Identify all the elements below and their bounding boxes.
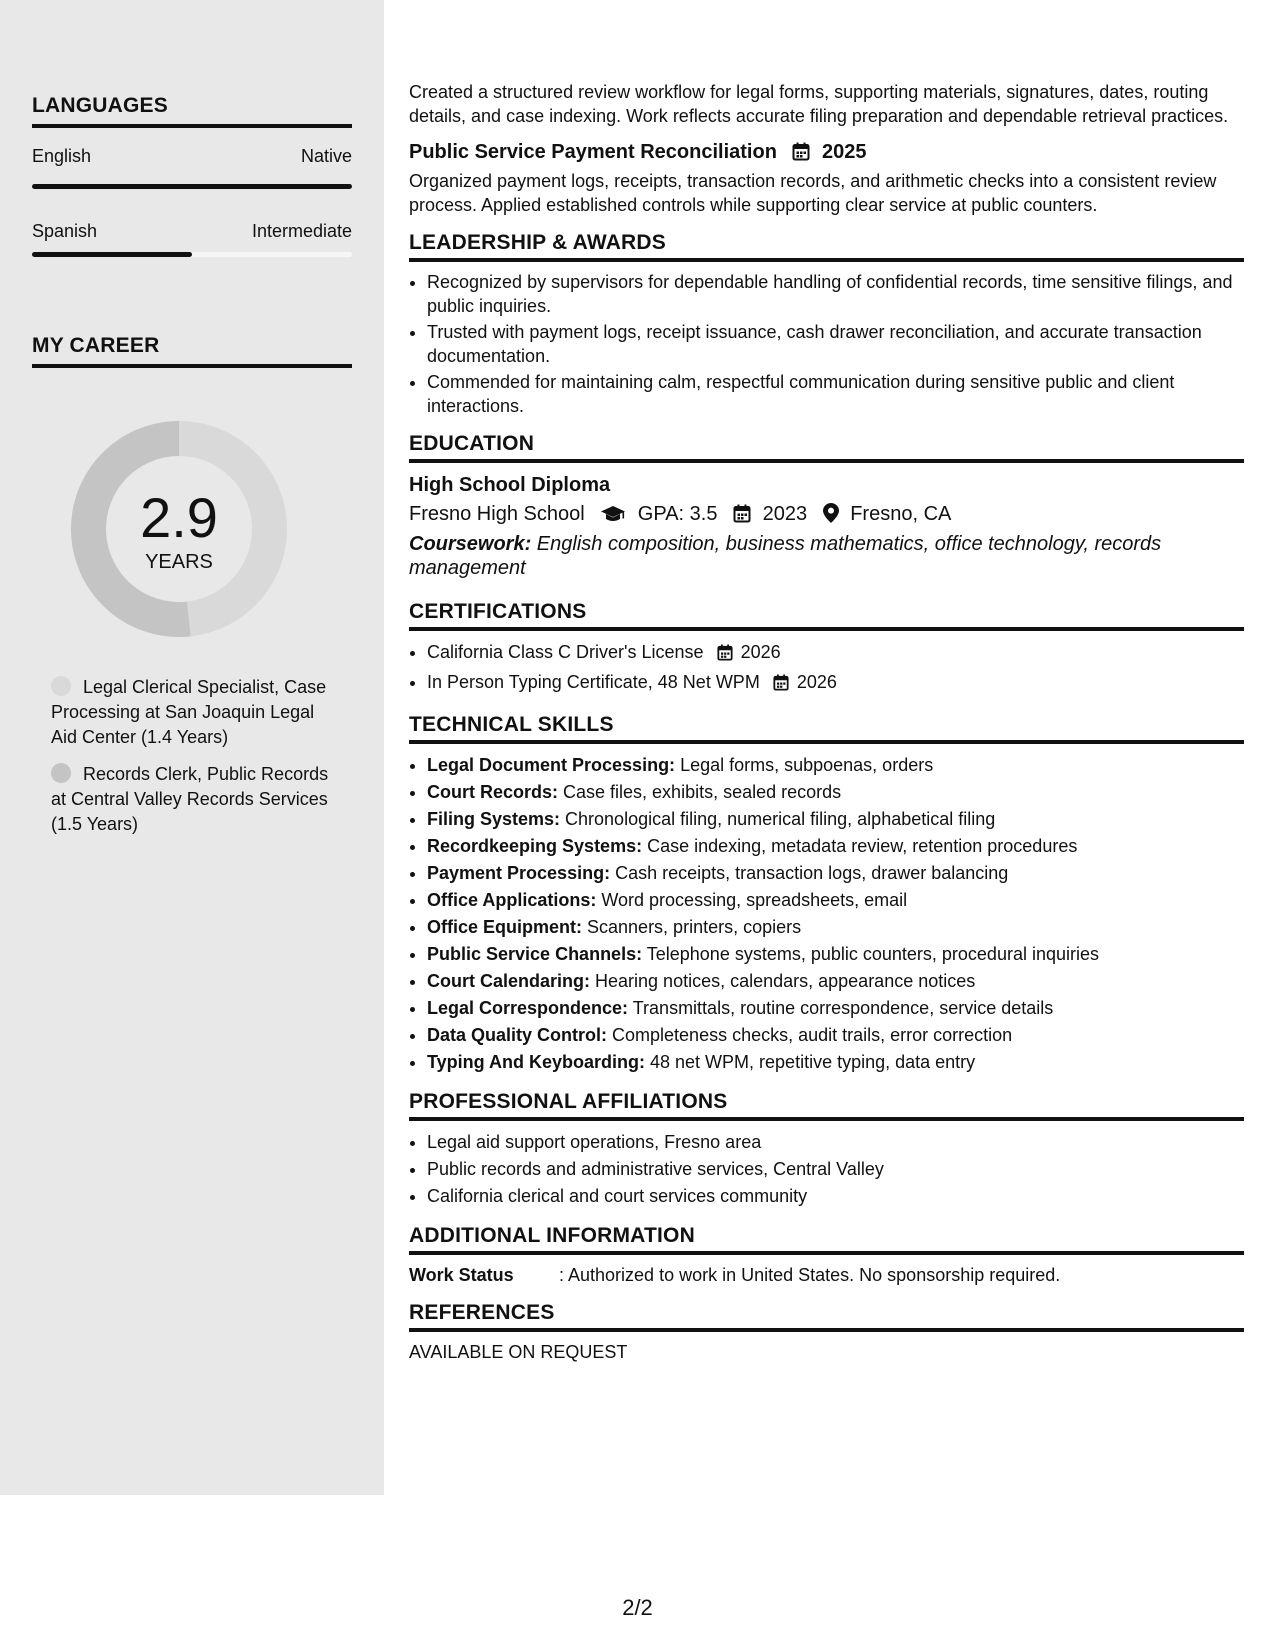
map-pin-icon (823, 502, 839, 532)
affiliations-heading: PROFESSIONAL AFFILIATIONS (409, 1090, 1244, 1121)
project-intro-text: Created a structured review workflow for legal forms, supporting materials, signatures, dates, routing details, and case indexing. Work reflects accurate filing preparation and dependable retrieval practices. (409, 82, 1229, 126)
calendar-icon (773, 672, 789, 699)
language-bar-fill (32, 184, 352, 189)
language-row-english (32, 146, 352, 167)
project-title: Public Service Payment Reconciliation (409, 141, 777, 163)
coursework (409, 532, 1244, 580)
work-status-label: Work Status (409, 1265, 514, 1285)
references-text: AVAILABLE ON REQUEST (409, 1342, 628, 1362)
list-item: • Trusted with payment logs, receipt issuance, cash drawer reconciliation, and accurate transaction documentation. (427, 320, 1244, 368)
additional-info-heading: ADDITIONAL INFORMATION (409, 1224, 1244, 1255)
degree-title: High School Diploma (409, 474, 611, 496)
certifications-heading: CERTIFICATIONS (409, 600, 1244, 631)
graduation-year: 2023 (762, 503, 808, 525)
project-description: Organized payment logs, receipts, transaction records, and arithmetic checks into a consistent review process. Applied established controls while supporting clear service at public counters. (409, 171, 1217, 215)
language-name: Spanish (32, 221, 98, 241)
sidebar (0, 0, 384, 1495)
main-content (409, 80, 1244, 1364)
list-item (427, 806, 1244, 833)
career-legend-label: Records Clerk, Public Records at Central Valley Records Services (1.5 Years) (51, 764, 329, 834)
calendar-icon (792, 141, 810, 169)
list-item (427, 1022, 1244, 1049)
school-name: Fresno High School (409, 503, 585, 525)
list-item (427, 779, 1244, 806)
skill-label: Office Equipment: (427, 917, 583, 937)
references-heading: REFERENCES (409, 1301, 1244, 1332)
skills-heading: TECHNICAL SKILLS (409, 713, 1244, 744)
education-details (409, 499, 1244, 532)
skill-label: Court Records: (427, 782, 559, 802)
language-bar-spanish (32, 252, 352, 257)
skill-value: Case indexing, metadata review, retention procedures (642, 836, 1078, 856)
leadership-list (409, 270, 1244, 418)
languages-heading: LANGUAGES (32, 94, 352, 128)
page-number: 2/2 (622, 1595, 653, 1620)
language-bar-english (32, 184, 352, 189)
coursework-label: Coursework: (409, 533, 532, 555)
skill-value: 48 net WPM, repetitive typing, data entry (645, 1052, 976, 1072)
certifications-list (409, 639, 1244, 699)
work-status-value: : Authorized to work in United States. No sponsorship required. (559, 1265, 1061, 1285)
skill-label: Typing And Keyboarding: (427, 1052, 645, 1072)
skill-label: Public Service Channels: (427, 944, 643, 964)
legend-dot (51, 676, 71, 696)
language-name: English (32, 146, 92, 166)
skill-label: Court Calendaring: (427, 971, 591, 991)
list-item: • Legal aid support operations, Fresno area (427, 1129, 1244, 1156)
skill-value: Chronological filing, numerical filing, alphabetical filing (560, 809, 996, 829)
career-legend-item (51, 675, 341, 750)
skill-label: Legal Correspondence: (427, 998, 629, 1018)
career-legend-item (51, 762, 341, 837)
project-title-row (409, 138, 1244, 169)
education-heading: EDUCATION (409, 432, 1244, 463)
career-legend-label: Legal Clerical Specialist, Case Processing at San Joaquin Legal Aid Center (1.4 Years) (51, 677, 327, 747)
skills-list (409, 752, 1244, 1076)
list-item (427, 860, 1244, 887)
skill-label: Recordkeeping Systems: (427, 836, 643, 856)
language-level: Intermediate (251, 221, 352, 241)
list-item (427, 887, 1244, 914)
list-item (427, 968, 1244, 995)
graduation-cap-icon (600, 502, 626, 532)
skill-value: Cash receipts, transaction logs, drawer balancing (610, 863, 1009, 883)
list-item (427, 914, 1244, 941)
skill-value: Transmittals, routine correspondence, service details (628, 998, 1054, 1018)
career-total-value: 2.9 (140, 486, 218, 549)
list-item (427, 941, 1244, 968)
list-item (427, 639, 1244, 669)
leadership-heading: LEADERSHIP & AWARDS (409, 231, 1244, 262)
skill-value: Legal forms, subpoenas, orders (675, 755, 934, 775)
skill-value: Hearing notices, calendars, appearance notices (590, 971, 976, 991)
career-heading: MY CAREER (32, 334, 352, 368)
skill-label: Filing Systems: (427, 809, 561, 829)
calendar-icon (717, 642, 733, 669)
list-item (427, 833, 1244, 860)
skill-value: Completeness checks, audit trails, error correction (607, 1025, 1013, 1045)
list-item (427, 995, 1244, 1022)
coursework-text: English composition, business mathematics, office technology, records management (409, 533, 1162, 579)
language-level: Native (300, 146, 352, 166)
school-location: Fresno, CA (850, 503, 952, 525)
list-item: • Recognized by supervisors for dependable handling of confidential records, time sensitive filings, and public inquiries. (427, 270, 1244, 318)
list-item: • Public records and administrative services, Central Valley (427, 1156, 1244, 1183)
list-item: • Commended for maintaining calm, respectful communication during sensitive public and client interactions. (427, 370, 1244, 418)
skill-label: Legal Document Processing: (427, 755, 676, 775)
skill-value: Case files, exhibits, sealed records (558, 782, 842, 802)
affiliations-list (409, 1129, 1244, 1210)
language-bar-fill (32, 252, 192, 257)
skill-label: Data Quality Control: (427, 1025, 608, 1045)
project-year: 2025 (822, 141, 867, 163)
list-item (427, 669, 1244, 699)
skill-label: Office Applications: (427, 890, 597, 910)
certification-name: In Person Typing Certificate, 48 Net WPM (427, 672, 760, 692)
gpa: GPA: 3.5 (637, 503, 718, 525)
skill-value: Scanners, printers, copiers (582, 917, 802, 937)
list-item (427, 1049, 1244, 1076)
work-status-row (409, 1263, 1244, 1287)
skill-label: Payment Processing: (427, 863, 611, 883)
certification-name: California Class C Driver's License (427, 642, 704, 662)
list-item: • California clerical and court services community (427, 1183, 1244, 1210)
certification-year: 2026 (796, 672, 837, 692)
legend-dot (51, 763, 71, 783)
skill-value: Telephone systems, public counters, procedural inquiries (642, 944, 1099, 964)
list-item (427, 752, 1244, 779)
career-total-unit: YEARS (145, 551, 213, 573)
certification-year: 2026 (740, 642, 781, 662)
skill-value: Word processing, spreadsheets, email (596, 890, 908, 910)
language-row-spanish (32, 221, 352, 242)
calendar-icon (733, 502, 751, 532)
